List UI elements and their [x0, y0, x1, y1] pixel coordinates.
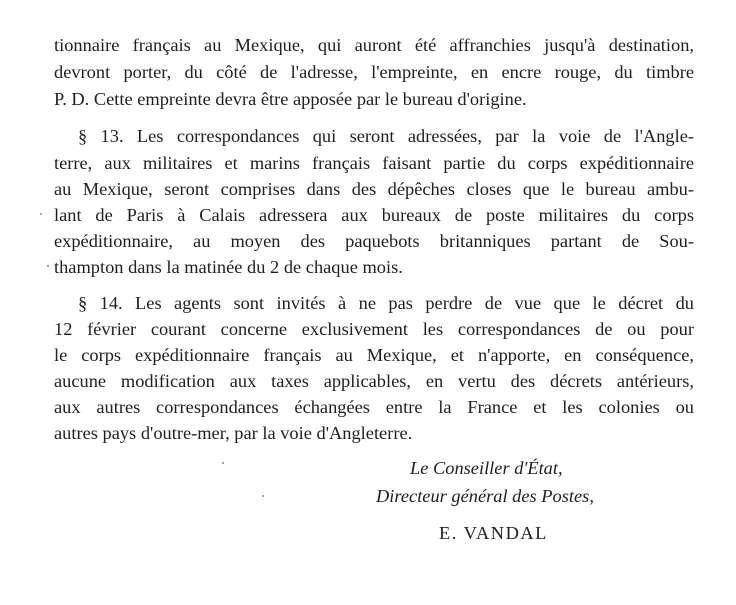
- p2-line-2: terre, aux militaires et marins français faisant partie du corps expéditionnaire: [54, 153, 694, 173]
- p3-line-3: le corps expéditionnaire français au Mexique, et n'apporte, en conséquence,: [54, 345, 694, 365]
- p1-line-3: P. D. Cette empreinte devra être apposée par le bureau d'origine.: [54, 89, 527, 109]
- p2-line-5: expéditionnaire, au moyen des paquebots britanniques partant de Sou-: [54, 231, 694, 251]
- signature-role: Directeur général des Postes,: [376, 486, 594, 506]
- p3-line-6: autres pays d'outre-mer, par la voie d'Angleterre.: [54, 423, 413, 443]
- scan-speck: [47, 265, 49, 267]
- p3-line-2: 12 février courant concerne exclusivement les correspondances de ou pour: [54, 319, 694, 339]
- signature-title: Le Conseiller d'État,: [410, 458, 563, 478]
- p2-line-4: lant de Paris à Calais adressera aux bureaux de poste militaires du corps: [54, 205, 694, 225]
- signature-name: E. VANDAL: [439, 523, 548, 543]
- p3-line-1: § 14. Les agents sont invités à ne pas perdre de vue que le décret du: [78, 293, 694, 313]
- p3-line-5: aux autres correspondances échangées entre la France et les colonies ou: [54, 397, 694, 417]
- p2-line-1: § 13. Les correspondances qui seront adressées, par la voie de l'Angle-: [78, 126, 694, 146]
- scan-speck: [262, 495, 264, 497]
- p2-line-6: thampton dans la matinée du 2 de chaque mois.: [54, 257, 403, 277]
- p1-line-2: devront porter, du côté de l'adresse, l'empreinte, en encre rouge, du timbre: [54, 62, 694, 82]
- p2-line-3: au Mexique, seront comprises dans des dépêches closes que le bureau ambu-: [54, 179, 694, 199]
- p1-line-1: tionnaire français au Mexique, qui auront été affranchies jusqu'à destination,: [54, 35, 694, 55]
- scan-speck: [222, 462, 224, 464]
- scan-speck: [40, 213, 42, 215]
- p3-line-4: aucune modification aux taxes applicables, en vertu des décrets antérieurs,: [54, 371, 694, 391]
